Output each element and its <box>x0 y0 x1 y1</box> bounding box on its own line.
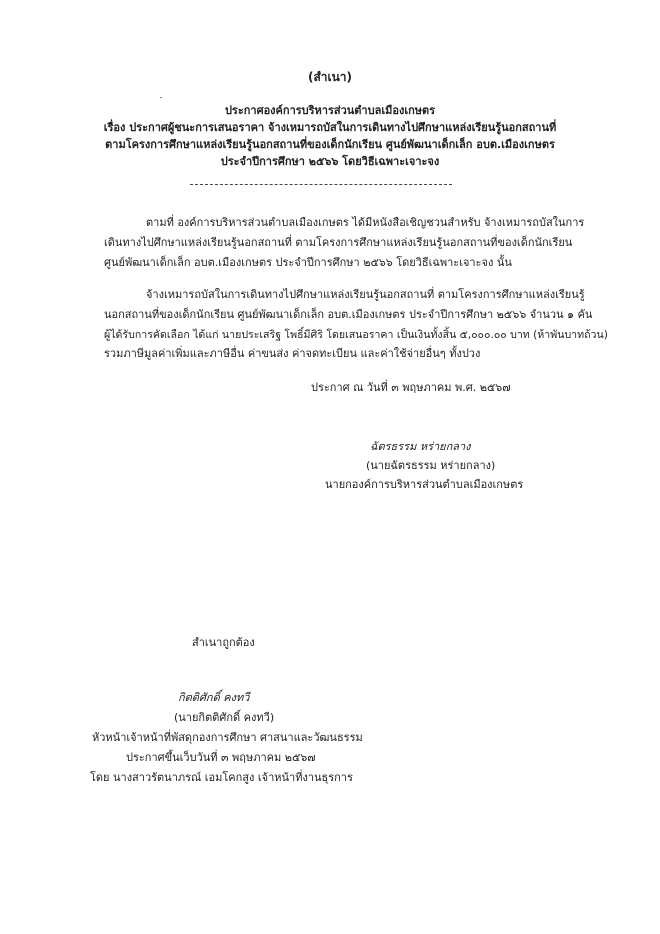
copy-mark: (สำเนา) <box>307 70 353 84</box>
officer-position: หัวหน้าเจ้าหน้าที่พัสดุกองการศึกษา ศาสนาและวัฒนธรรม <box>92 731 363 744</box>
mayor-signature: ฉัตรธรรม หร่ายกลาง <box>370 440 471 453</box>
paragraph-2-line-1: จ้างเหมารถบัสในการเดินทางไปศึกษาแหล่งเรียนรู้นอกสถานที่ ตามโครงการศึกษาแหล่งเรียนรู้ <box>146 288 585 301</box>
title-divider <box>190 184 452 185</box>
title-line-1: ประกาศองค์การบริหารส่วนตำบลเมืองเกษตร <box>224 104 436 117</box>
mayor-position: นายกองค์การบริหารส่วนตำบลเมืองเกษตร <box>325 478 524 491</box>
paragraph-1-line-1: ตามที่ องค์การบริหารส่วนตำบลเมืองเกษตร ได้มีหนังสือเชิญชวนสำหรับ จ้างเหมารถบัสในการ <box>146 216 585 229</box>
mayor-name: (นายฉัตรธรรม หร่ายกลาง) <box>366 459 496 472</box>
paragraph-2-line-3: ผู้ได้รับการคัดเลือก ได้แก่ นายประเสริฐ โพธิ์มีศิริ โดยเสนอราคา เป็นเงินทั้งสิ้น ๕,๐๐๐.๐๐ บาท (ห้าพันบาทถ้วน) <box>104 329 608 341</box>
officer-signature: กิตติศักดิ์ คงทวี <box>178 691 250 704</box>
scan-speck <box>160 97 162 98</box>
posted-by: โดย นางสาวรัตนาภรณ์ เอมโคกสูง เจ้าหน้าที่งานธุรการ <box>90 771 353 784</box>
paragraph-2-line-4: รวมภาษีมูลค่าเพิ่มและภาษีอื่น ค่าขนส่ง ค่าจดทะเบียน และค่าใช้จ่ายอื่นๆ ทั้งปวง <box>104 347 481 360</box>
paragraph-1-line-3: ศูนย์พัฒนาเด็กเล็ก อบต.เมืองเกษตร ประจำปีการศึกษา ๒๕๖๖ โดยวิธีเฉพาะเจาะจง นั้น <box>104 256 512 269</box>
title-line-2: เรื่อง ประกาศผู้ชนะการเสนอราคา จ้างเหมารถบัสในการเดินทางไปศึกษาแหล่งเรียนรู้นอกสถานที่ <box>103 121 557 134</box>
paragraph-2-line-2: นอกสถานที่ของเด็กนักเรียน ศูนย์พัฒนาเด็กเล็ก อบต.เมืองเกษตร ประจำปีการศึกษา ๒๕๖๖ จำนวน ๑ คัน <box>104 308 593 321</box>
officer-name: (นายกิตติศักดิ์ คงทวี) <box>174 711 275 724</box>
title-line-4: ประจำปีการศึกษา ๒๕๖๖ โดยวิธีเฉพาะเจาะจง <box>220 155 440 168</box>
certified-copy-label: สำเนาถูกต้อง <box>192 636 255 649</box>
title-line-3: ตามโครงการศึกษาแหล่งเรียนรู้นอกสถานที่ของเด็กนักเรียน ศูนย์พัฒนาเด็กเล็ก อบต.เมืองเกษตร <box>105 138 555 151</box>
web-post-date: ประกาศขึ้นเว็บวันที่ ๓ พฤษภาคม ๒๕๖๗ <box>126 751 316 764</box>
announce-date: ประกาศ ณ วันที่ ๓ พฤษภาคม พ.ศ. ๒๕๖๗ <box>311 381 511 394</box>
paragraph-1-line-2: เดินทางไปศึกษาแหล่งเรียนรู้นอกสถานที่ ตามโครงการศึกษาแหล่งเรียนรู้นอกสถานที่ของเด็กนักเรียน <box>104 236 573 249</box>
